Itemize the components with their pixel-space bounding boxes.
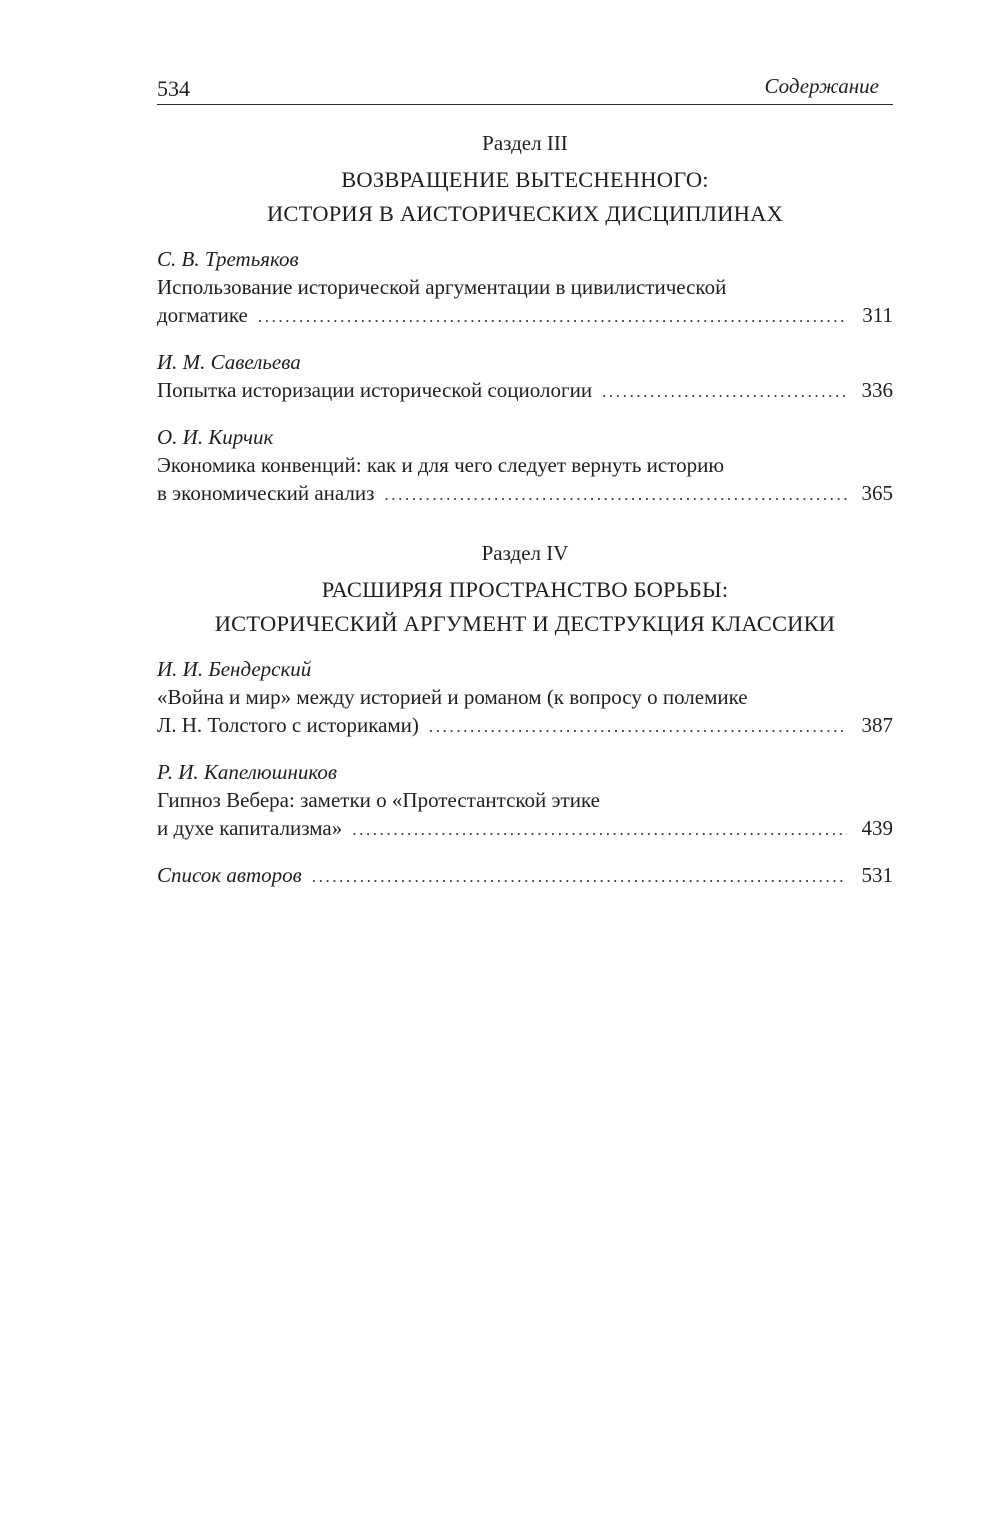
running-head xyxy=(157,70,893,105)
section-title-line: ИСТОРИЧЕСКИЙ АРГУМЕНТ И ДЕСТРУКЦИЯ КЛАССИКИ xyxy=(214,611,836,636)
toc-entry[interactable] xyxy=(157,245,893,331)
entry-leader-line xyxy=(157,479,893,509)
running-title: Содержание xyxy=(764,74,879,98)
section-3 xyxy=(157,129,893,231)
entry-author: И. И. Бендерский xyxy=(157,657,312,681)
entry-author: О. И. Кирчик xyxy=(157,425,274,449)
section-title xyxy=(157,573,893,641)
entry-page-number: 531 xyxy=(861,863,893,887)
entry-title-line: Использование исторической аргументации в цивилистической xyxy=(157,275,727,299)
entry-title-line: «Война и мир» между историей и романом (к вопросу о полемике xyxy=(157,685,748,709)
dot-leader xyxy=(258,303,847,331)
entry-title-last-line: догматике xyxy=(157,303,248,327)
entry-leader-line xyxy=(157,861,893,891)
entry-page-number: 365 xyxy=(861,481,893,505)
section-title xyxy=(157,163,893,231)
toc-entry[interactable] xyxy=(157,758,893,844)
authors-list-label: Список авторов xyxy=(157,863,302,887)
dot-leader xyxy=(602,378,847,406)
toc-entry[interactable] xyxy=(157,655,893,741)
entry-title-line: Экономика конвенций: как и для чего следует вернуть историю xyxy=(157,453,725,477)
entry-leader-line xyxy=(157,814,893,844)
section-4 xyxy=(157,539,893,641)
section-title-line: ВОЗВРАЩЕНИЕ ВЫТЕСНЕННОГО: xyxy=(341,167,709,192)
entry-author: Р. И. Капелюшников xyxy=(157,760,338,784)
section-3-entries xyxy=(157,245,893,509)
contents-page xyxy=(157,70,893,908)
entry-page-number: 336 xyxy=(861,378,893,402)
entry-leader-line xyxy=(157,376,893,406)
section-title-line: ИСТОРИЯ В АИСТОРИЧЕСКИХ ДИСЦИПЛИНАХ xyxy=(266,201,784,226)
toc-entry[interactable] xyxy=(157,348,893,406)
entry-title-last-line: и духе капитализма» xyxy=(157,816,343,840)
entry-title-line: Гипноз Вебера: заметки о «Протестантской этике xyxy=(157,788,600,812)
toc-entry-authors-list[interactable] xyxy=(157,861,893,891)
dot-leader xyxy=(429,713,847,741)
dot-leader xyxy=(312,863,847,891)
dot-leader xyxy=(384,481,847,509)
entry-title-last-line: Л. Н. Толстого с историками) xyxy=(157,713,419,737)
entry-leader-line xyxy=(157,711,893,741)
entry-author: С. В. Третьяков xyxy=(157,247,299,271)
entry-title-last-line: в экономический анализ xyxy=(157,481,375,505)
entry-page-number: 439 xyxy=(861,816,893,840)
toc-entry[interactable] xyxy=(157,423,893,509)
section-title-line: РАСШИРЯЯ ПРОСТРАНСТВО БОРЬБЫ: xyxy=(321,577,729,602)
entry-page-number: 311 xyxy=(862,303,893,327)
section-4-entries xyxy=(157,655,893,891)
entry-leader-line xyxy=(157,301,893,331)
entry-title-last-line: Попытка историзации исторической социологии xyxy=(157,378,593,402)
section-label: Раздел IV xyxy=(481,541,569,565)
section-label: Раздел III xyxy=(482,131,568,155)
dot-leader xyxy=(352,816,847,844)
entry-author: И. М. Савельева xyxy=(157,350,301,374)
entry-page-number: 387 xyxy=(861,713,893,737)
page-number: 534 xyxy=(157,76,190,101)
